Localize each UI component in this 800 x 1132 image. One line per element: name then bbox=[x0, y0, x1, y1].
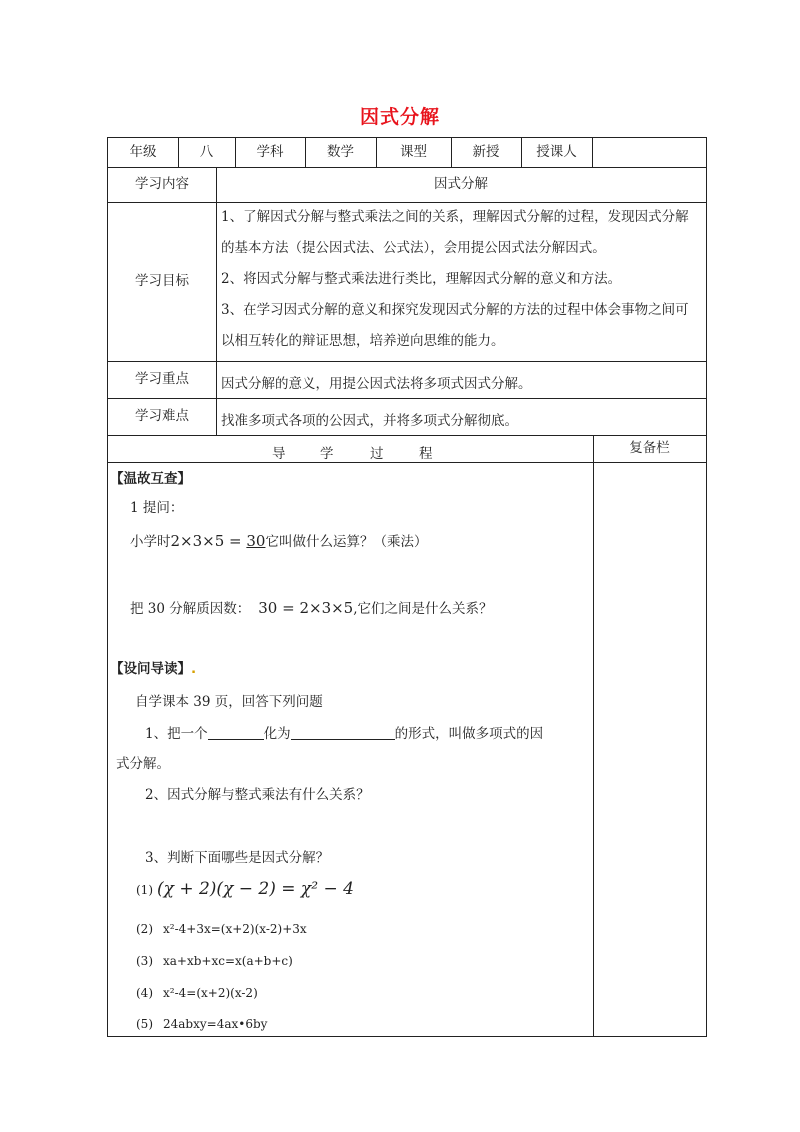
row-divider bbox=[108, 462, 706, 463]
fill-blank[interactable] bbox=[291, 725, 395, 740]
notes-column-header: 复备栏 bbox=[629, 440, 670, 457]
content-label: 学习内容 bbox=[135, 176, 189, 193]
review-line-2: 把 30 分解质因数： 30 = 2×3×5,它们之间是什么关系？ bbox=[130, 599, 493, 617]
goal-item: 2、将因式分解与整式乘法进行类比，理解因式分解的意义和方法。 bbox=[221, 271, 622, 287]
subject-value: 数学 bbox=[327, 144, 354, 161]
lesson-type-label: 课型 bbox=[400, 144, 427, 161]
lesson-plan-table bbox=[107, 137, 707, 1037]
judge-item-3: (3) xa+xb+xc=x(a+b+c) bbox=[136, 954, 293, 968]
review-question-intro: 1 提问： bbox=[130, 500, 184, 516]
process-char: 过 bbox=[370, 446, 384, 462]
difficulty-label: 学习难点 bbox=[135, 408, 189, 425]
question-1-cont: 式分解。 bbox=[116, 756, 170, 772]
review-line-1: 小学时2×3×5 = 30它叫做什么运算？（乘法） bbox=[130, 532, 428, 550]
judge-item-1: (1) (χ + 2)(χ − 2) = χ² − 4 bbox=[136, 879, 354, 899]
fill-blank[interactable] bbox=[208, 725, 264, 740]
goal-item: 3、在学习因式分解的意义和探究发现因式分解的方法的过程中体会事物之间可以相互转化的辩证思想，培养逆向思维的能力。 bbox=[221, 302, 689, 349]
judge-item-4: (4) x²-4=(x+2)(x-2) bbox=[136, 986, 258, 1000]
teacher-label: 授课人 bbox=[536, 144, 577, 161]
self-study-line: 自学课本 39 页，回答下列问题 bbox=[135, 694, 323, 710]
goals-list bbox=[221, 202, 696, 357]
goal-item: 1、了解因式分解与整式乘法之间的关系，理解因式分解的过程，发现因式分解的基本方法（提公因式法、公式法），会用提公因式法分解因式。 bbox=[221, 209, 689, 256]
goals-label: 学习目标 bbox=[135, 273, 189, 290]
content-value: 因式分解 bbox=[434, 176, 488, 193]
review-heading: 【温故互查】 bbox=[110, 471, 191, 487]
question-1: 1、把一个 化为 的形式，叫做多项式的因 bbox=[145, 726, 544, 742]
col-divider bbox=[216, 167, 217, 435]
subject-label: 学科 bbox=[256, 144, 284, 161]
judge-item-5: (5) 24abxy=4ax•6by bbox=[136, 1017, 268, 1031]
guide-heading: 【设问导读】. bbox=[110, 661, 197, 677]
difficulty-value: 找准多项式各项的公因式，并将多项式分解彻底。 bbox=[221, 413, 518, 429]
process-char: 程 bbox=[419, 446, 433, 462]
lesson-type-value: 新授 bbox=[472, 144, 500, 161]
teacher-value bbox=[592, 138, 706, 167]
judge-item-2: (2) x²-4+3x=(x+2)(x-2)+3x bbox=[136, 922, 307, 936]
key-point-label: 学习重点 bbox=[135, 371, 189, 388]
process-char: 导 bbox=[272, 446, 286, 462]
page-title: 因式分解 bbox=[359, 106, 440, 128]
mark-dot: . bbox=[191, 661, 197, 677]
grade-value: 八 bbox=[199, 144, 214, 161]
question-2: 2、因式分解与整式乘法有什么关系？ bbox=[145, 787, 370, 803]
process-char: 学 bbox=[320, 446, 334, 462]
question-3: 3、判断下面哪些是因式分解？ bbox=[145, 850, 330, 866]
col-divider bbox=[593, 435, 594, 1037]
key-point-value: 因式分解的意义，用提公因式法将多项式因式分解。 bbox=[221, 376, 532, 392]
grade-label: 年级 bbox=[129, 144, 157, 161]
